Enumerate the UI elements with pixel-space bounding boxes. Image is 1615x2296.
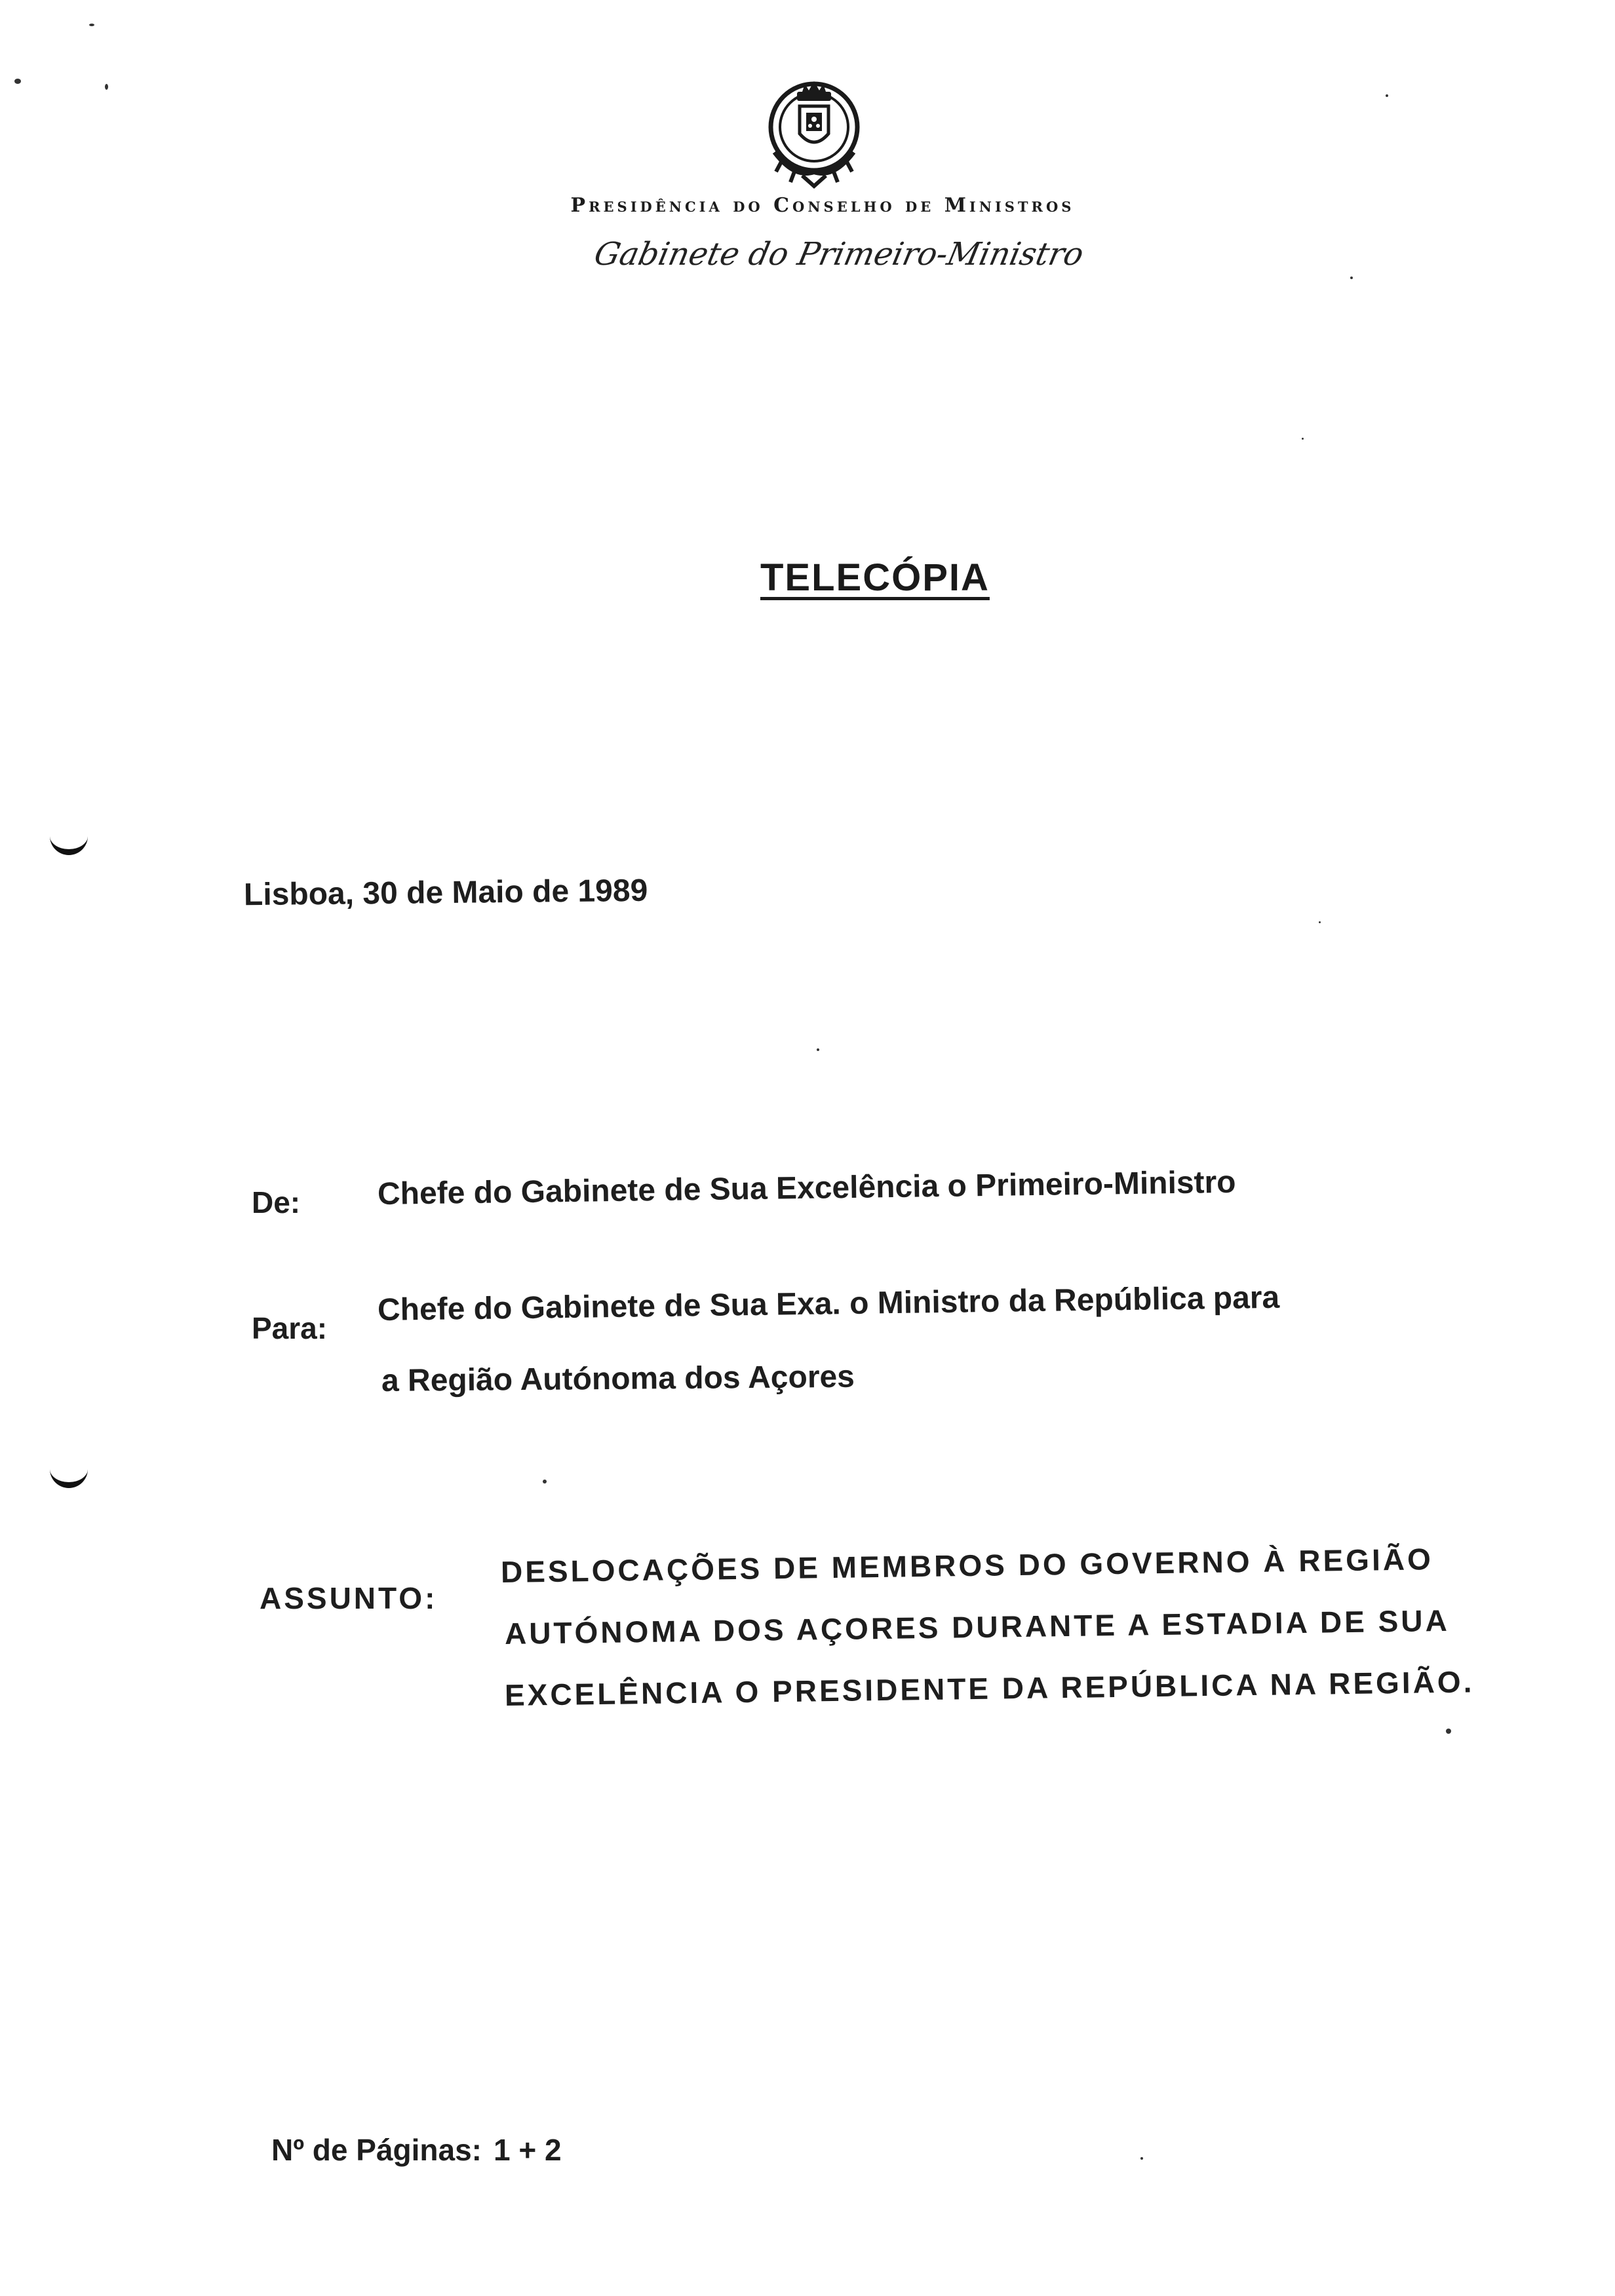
to-value-line-1: Chefe do Gabinete de Sua Exa. o Ministro da República para bbox=[377, 1280, 1280, 1328]
to-value-line-2: a Região Autónoma dos Açores bbox=[381, 1359, 855, 1398]
letterhead-organization: Presidência do Conselho de Ministros bbox=[570, 194, 1075, 217]
from-label: De: bbox=[252, 1185, 301, 1219]
portuguese-coat-of-arms-icon bbox=[762, 73, 866, 191]
scan-speck bbox=[1446, 1729, 1451, 1734]
from-value: Chefe do Gabinete de Sua Excelência o Primeiro-Ministro bbox=[377, 1164, 1236, 1212]
scan-speck bbox=[1350, 277, 1353, 279]
subject-line-1: DESLOCAÇÕES DE MEMBROS DO GOVERNO À REGIÃO bbox=[500, 1542, 1434, 1589]
scan-speck bbox=[89, 24, 94, 26]
subject-label: ASSUNTO: bbox=[260, 1581, 438, 1615]
scan-speck bbox=[817, 1048, 819, 1051]
page-count bbox=[271, 2132, 562, 2168]
subject-line-2: AUTÓNOMA DOS AÇORES DURANTE A ESTADIA DE SUA bbox=[504, 1603, 1450, 1651]
scan-speck bbox=[105, 84, 108, 90]
punch-hole-mark bbox=[50, 1465, 88, 1488]
document-date: Lisboa, 30 de Maio de 1989 bbox=[243, 873, 648, 913]
letterhead-office: Gabinete do Primeiro-Ministro bbox=[591, 236, 1087, 273]
scan-speck bbox=[543, 1480, 547, 1483]
scan-speck bbox=[1302, 438, 1304, 440]
scan-speck bbox=[1140, 2157, 1143, 2160]
document-title: TELECÓPIA bbox=[760, 556, 990, 599]
punch-hole-mark bbox=[50, 832, 88, 855]
scan-speck bbox=[1386, 94, 1388, 97]
subject-line-3: EXCELÊNCIA O PRESIDENTE DA REPÚBLICA NA REGIÃO. bbox=[504, 1664, 1475, 1712]
to-label: Para: bbox=[252, 1311, 328, 1345]
page-count-label: Nº de Páginas: bbox=[271, 2133, 482, 2167]
page-count-value: 1 + 2 bbox=[494, 2133, 562, 2167]
scan-speck bbox=[1319, 921, 1321, 923]
scan-speck bbox=[14, 79, 21, 84]
